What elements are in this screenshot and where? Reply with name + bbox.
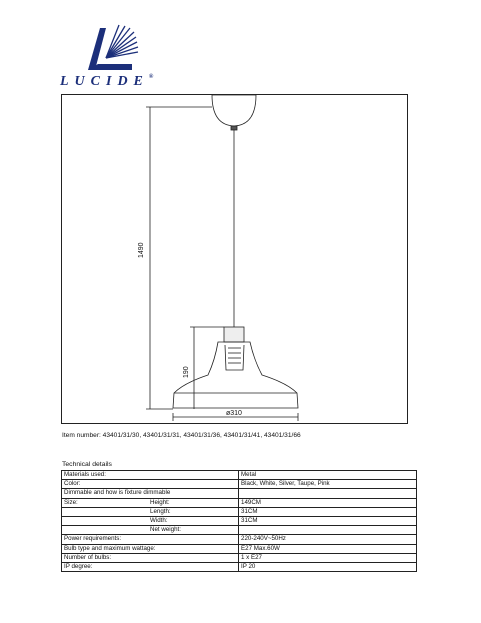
spec-sublabel: Net weight: <box>148 526 239 535</box>
spec-value: IP 20 <box>239 563 417 572</box>
spec-value: Black, White, Silver, Taupe, Pink <box>239 480 417 489</box>
spec-value: 31CM <box>239 517 417 526</box>
item-number: Item number: 43401/31/30, 43401/31/31, 43401/31/36, 43401/31/41, 43401/31/66 <box>62 432 301 439</box>
spec-value: 1 x E27 <box>239 553 417 562</box>
spec-label: Color: <box>62 480 149 489</box>
spec-sublabel: Length: <box>148 507 239 516</box>
table-row <box>62 471 417 480</box>
spec-value <box>239 489 417 498</box>
ceiling-canopy <box>212 95 256 126</box>
technical-details-table <box>61 470 417 572</box>
spec-sublabel <box>148 535 239 544</box>
spec-sublabel <box>148 480 239 489</box>
spec-sublabel <box>148 563 239 572</box>
spec-label: Materials used: <box>62 471 149 480</box>
dimension-diameter: ø310 <box>226 410 242 417</box>
spec-label <box>62 526 149 535</box>
spec-value: E27 Max.60W <box>239 544 417 553</box>
spec-value: 149CM <box>239 498 417 507</box>
spec-value: 31CM <box>239 507 417 516</box>
spec-value: 220-240V~50Hz <box>239 535 417 544</box>
spec-label: Dimmable and how is fixture dimmable <box>62 489 149 498</box>
technical-drawing <box>61 94 408 424</box>
lamp-shade <box>173 342 298 408</box>
table-row <box>62 553 417 562</box>
table-row <box>62 480 417 489</box>
technical-details-title: Technical details <box>62 461 112 468</box>
spec-sublabel <box>148 544 239 553</box>
spec-sublabel: Width: <box>148 517 239 526</box>
dimension-shade-height: 190 <box>183 366 190 378</box>
table-row <box>62 489 417 498</box>
table-row <box>62 507 417 516</box>
table-row <box>62 498 417 507</box>
spec-value <box>239 526 417 535</box>
spec-value: Metal <box>239 471 417 480</box>
spec-label <box>62 517 149 526</box>
table-row <box>62 544 417 553</box>
spec-label: Number of bulbs: <box>62 553 149 562</box>
spec-label: Bulb type and maximum wattage: <box>62 544 149 553</box>
table-row <box>62 517 417 526</box>
table-row <box>62 526 417 535</box>
spec-sublabel <box>148 471 239 480</box>
spec-label: IP degree: <box>62 563 149 572</box>
dimension-total-height: 1490 <box>138 242 145 258</box>
spec-label <box>62 507 149 516</box>
brand-logo <box>60 24 170 92</box>
lucide-logo-mark-icon <box>86 24 138 72</box>
table-row <box>62 535 417 544</box>
spec-label: Power requirements: <box>62 535 149 544</box>
lamp-socket <box>224 327 244 342</box>
spec-sublabel <box>148 553 239 562</box>
spec-label: Size: <box>62 498 149 507</box>
canopy-joint <box>231 126 237 130</box>
brand-wordmark: LUCIDE® <box>60 74 154 89</box>
pendant-lamp-drawing <box>62 95 409 425</box>
table-row <box>62 563 417 572</box>
spec-sublabel: Height: <box>148 498 239 507</box>
